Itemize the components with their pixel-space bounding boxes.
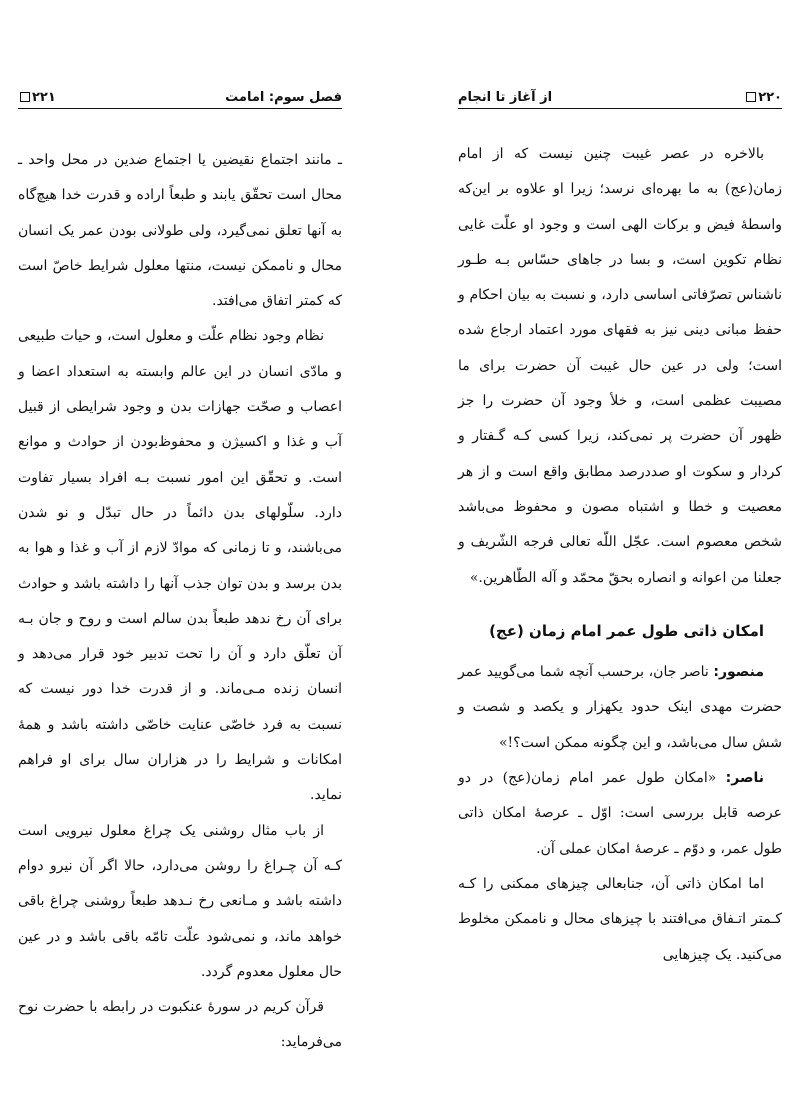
paragraph: قرآن کریم در سورهٔ عنکبوت در رابطه با حضرت نوح می‌فرماید: bbox=[18, 999, 342, 1051]
paragraph: نظام وجود نظام علّت و معلول است، و حیات طبیعی و مادّی انسان در این عالم وابسته به استعداد اعضا و اعصاب و صحّت جهازات بدن و وجود شرایطی از قبیل آب و غذا و اکسیژن و محفوظ‌بودن از حوادث و موانع است. و تحقّق این امور نسبت بـه افراد بسیار تفاوت دارد. سلّولهای بدن دائماً در حال تبدّل و نو شدن می‌باشند، و تا زمانی که موادّ لازم از آب و غذا و هوا به بدن برسد و بدن توان جذب آنها را داشته باشد و حوادث برای آن رخ ندهد طبعاً بدن سالم است و روح و جان بـه آن تعلّق دارد و آن را تحت تدبیر خود قرار می‌دهد و انسان زنده مـی‌ماند. و از قدرت خدا دور نیست که نسبت به فرد خاصّی عنایت خاصّی داشته باشد و همهٔ امکانات و شرایط را در هزاران سال برای او فراهم نماید. bbox=[18, 328, 342, 804]
paragraph: بالاخره در عصر غیبت چنین نیست که از امام زمان(عج) به ما بهره‌ای نرسد؛ زیرا او علاوه بر این‌که واسطهٔ فیض و برکات الهی است و وجود او علّت غایی نظام تکوین است، و بسا در جاهای حسّاس بـه طـور ناشناس تصرّفاتی اساسی دارد، و نسبت به بیان احکام و حفظ مبانی دینی نیز به فقهای مورد اعتماد ارجاع شده است؛ ولی در عین حال غیبت آن حضرت برای ما مصیبت عظمی است، و خلأ وجود آن حضرت را جز ظهور آن حضرت پر نمی‌کند، زیرا کسی کـه گـفتار و کردار و سکوت او صددرصد مطابق واقع است و از هر معصیت و خطا و اشتباه مصون و محفوظ می‌باشد شخص معصوم است. عجّل اللّه تعالی فرجه الشّریف و جعلنا من اعوانه و انصاره بحقّ محمّد و آله الطّاهرین.» bbox=[458, 146, 782, 586]
square-ornament-icon bbox=[746, 92, 756, 102]
speaker-label: ناصر: bbox=[725, 770, 764, 787]
page-body bbox=[18, 143, 342, 1061]
right-page bbox=[418, 0, 800, 1100]
page-header bbox=[18, 86, 342, 109]
running-title: از آغاز تا انجام bbox=[458, 90, 553, 105]
paragraph: ـ مانند اجتماع نقیضین یا اجتماع ضدین در محل واحد ـ محال است تحقّق یابند و طبعاً اراده و قدرت خدا هیچ‌گاه به آنها تعلق نمی‌گیرد، ولی طولانی بودن عمر یک انسان محال و ناممکن نیست، منتها معلول شرایط خاصّ است که کمتر اتفاق می‌افتد. bbox=[18, 152, 342, 310]
speaker-label: منصور: bbox=[713, 664, 764, 681]
square-ornament-icon bbox=[20, 92, 30, 102]
dialogue-text: «امکان طول عمر امام زمان(عج) در دو عرصه قابل بررسی است: اوّل ـ عرصهٔ امکان ذاتی طول عمر، و دوّم ـ عرصهٔ امکان عملی آن. bbox=[458, 770, 782, 857]
paragraph: اما امکان ذاتی آن، جنابعالی چیزهای ممکنی را کـه کـمتر اتـفاق می‌افتند با چیزهای محال و ناممکن مخلوط می‌کنید. یک چیزهایی bbox=[458, 875, 782, 963]
page-number-group bbox=[744, 90, 782, 105]
dialogue-text: ناصر جان، برحسب آنچه شما می‌گویید عمر حضرت مهدی اینک حدود یکهزار و یکصد و شصت و شش سال می‌باشد، و این چگونه ممکن است؟!» bbox=[458, 664, 782, 751]
section-heading: امکان ذاتی طول عمر امام زمان (عج) bbox=[489, 621, 764, 640]
page-header bbox=[458, 86, 782, 109]
paragraph: از باب مثال روشنی یک چراغ معلول نیرویی است کـه آن چـراغ را روشن می‌دارد، حالا اگر آن نیرو دوام داشته باشد و مـانعی رخ نـدهد طبعاً روشنی چراغ باقی خواهد ماند، و نمی‌شود علّت تامّه باقی باشد و در عین حال معلول معدوم گردد. bbox=[18, 822, 342, 980]
page-number-group bbox=[18, 90, 56, 105]
dialogue-line bbox=[458, 761, 782, 867]
running-title: فصل سوم: امامت bbox=[225, 90, 342, 105]
page-body bbox=[458, 137, 782, 973]
page-number: ۲۲۱ bbox=[32, 90, 56, 105]
dialogue-line bbox=[458, 655, 782, 761]
page-number: ۲۲۰ bbox=[758, 90, 782, 105]
